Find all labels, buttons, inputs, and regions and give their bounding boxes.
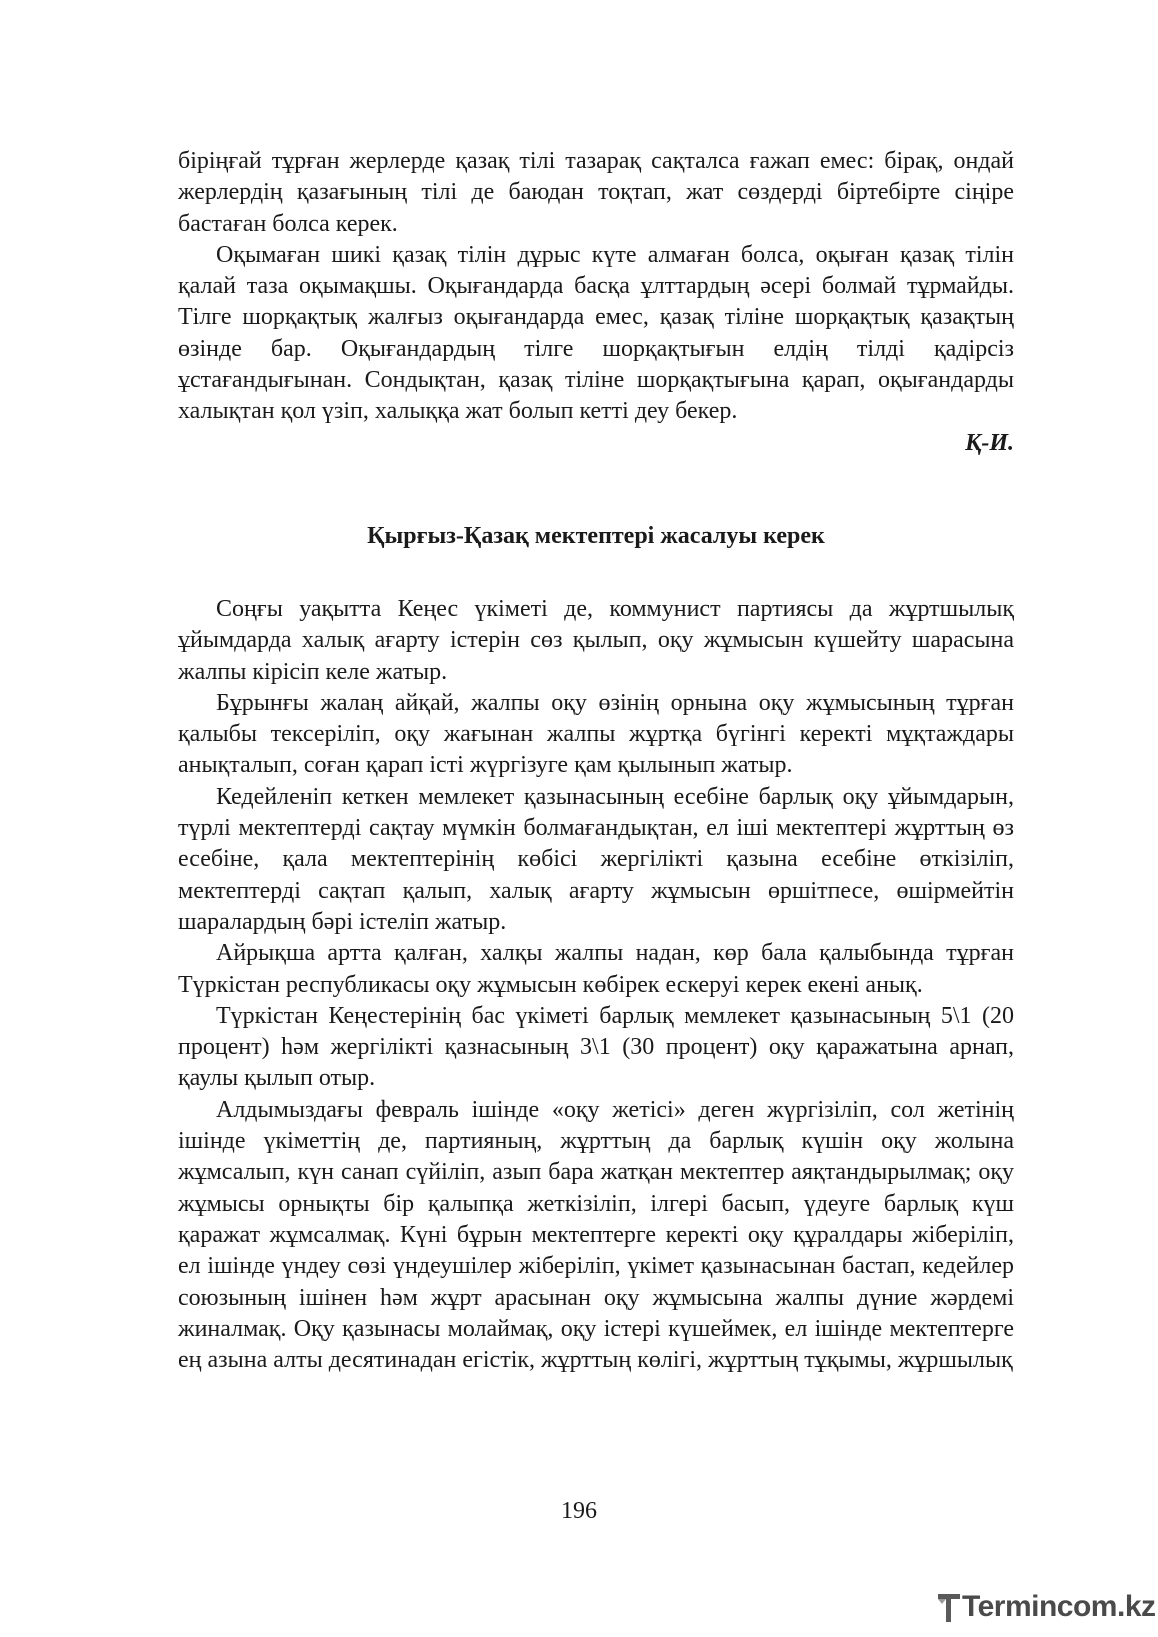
paragraph: Кедейленіп кеткен мемлекет қазынасының есебіне барлық оқу ұйымдарын, түрлі мектептерді сақтау мүмкін болмағандықтан, ел іші мектептері жұрттың өз есебіне, қала мектептерінің көбісі жергілікті қазына есебіне өткізіліп, мектептерді сақтап қалып, халық ағарту жұмысын өршітпесе, өшірмейтін шаралардың бәрі істеліп жатыр. xyxy=(178,783,1014,935)
paragraph: Оқымаған шикі қазақ тілін дұрыс күте алмаған болса, оқыған қазақ тілін қалай таза оқымақшы. Оқығандарда басқа ұлттардың әсері болмай тұрмайды. Тілге шорқақтық жалғыз оқығандарда емес, қазақ тіліне шорқақтық қазақтың өзінде бар. Оқығандардың тілге шорқақтығын елдің тілді қадірсіз ұстағандығынан. Сондықтан, қазақ тіліне шорқақтығына қарап, оқығандарды халықтан қол үзіп, халыққа жат болып кетті деу бекер. xyxy=(178,241,1014,425)
page-number: 196 xyxy=(561,1498,597,1524)
article-body xyxy=(178,594,1014,1376)
paragraph: Айрықша артта қалған, халқы жалпы надан, көр бала қалыбында тұрған Түркістан республикасы оқу жұмысын көбірек ескеруі керек екені анық. xyxy=(178,940,1014,998)
watermark-logo xyxy=(940,1588,1156,1628)
article-title: Қырғыз-Қазақ мектептері жасалуы керек xyxy=(367,522,825,549)
author-signature: Қ-И. xyxy=(965,429,1014,456)
paragraph: Алдымыздағы февраль ішінде «оқу жетісі» деген жүргізіліп, сол жетінің ішінде үкіметтің де, партияның, жұрттың да барлық күшін оқу жолына жұмсалып, күн санап сүйіліп, азып бара жатқан мектептер аяқтандырылмақ; оқу жұмысы орнықты бір қалыпқа жеткізіліп, ілгері басып, үдеуге барлық күш қаражат жұмсалмақ. Күні бұрын мектептерге керекті оқу құралдары жіберіліп, ел ішінде үндеу сөзі үндеушілер жіберіліп, үкімет қазынасынан бастап, кедейлер союзының ішінен һәм жұрт арасынан оқу жұмысына жалпы дүние жәрдемі жиналмақ. Оқу қазынасы молаймақ, оқу істері күшеймек, ел ішінде мектептерге ең азына алты десятинадан егістік, жұрттың көлігі, жұрттың тұқымы, жұршылық xyxy=(178,1096,1014,1374)
page-content xyxy=(178,146,1014,1376)
paragraph: Соңғы уақытта Кеңес үкіметі де, коммунист партиясы да жұртшылық ұйымдарда халық ағарту істерін сөз қылып, оқу жұмысын күшейту шарасына жалпы кірісіп келе жатыр. xyxy=(178,595,1014,685)
watermark-text: Termincom.kz xyxy=(962,1590,1156,1623)
paragraph: біріңғай тұрған жерлерде қазақ тілі тазарақ сақталса ғажап емес: бірақ, ондай жерлердің қазағының тілі де баюдан тоқтап, жат сөздерді біртебірте сіңіре бастаған болса керек. xyxy=(178,148,1014,237)
paragraph: Түркістан Кеңестерінің бас үкіметі барлық мемлекет қазынасының 5\1 (20 процент) һәм жергілікті қазнасының 3\1 (30 процент) оқу қаражатына арнап, қаулы қылып отыр. xyxy=(178,1002,1014,1092)
top-text-block xyxy=(178,146,1014,428)
paragraph: Бұрынғы жалаң айқай, жалпы оқу өзінің орнына оқу жұмысының тұрған қалыбы тексеріліп, оқу жағынан жалпы жұртқа бүгінгі керекті мұқтаждары анықталып, соған қарап істі жүргізуге қам қылынып жатыр. xyxy=(178,689,1014,779)
